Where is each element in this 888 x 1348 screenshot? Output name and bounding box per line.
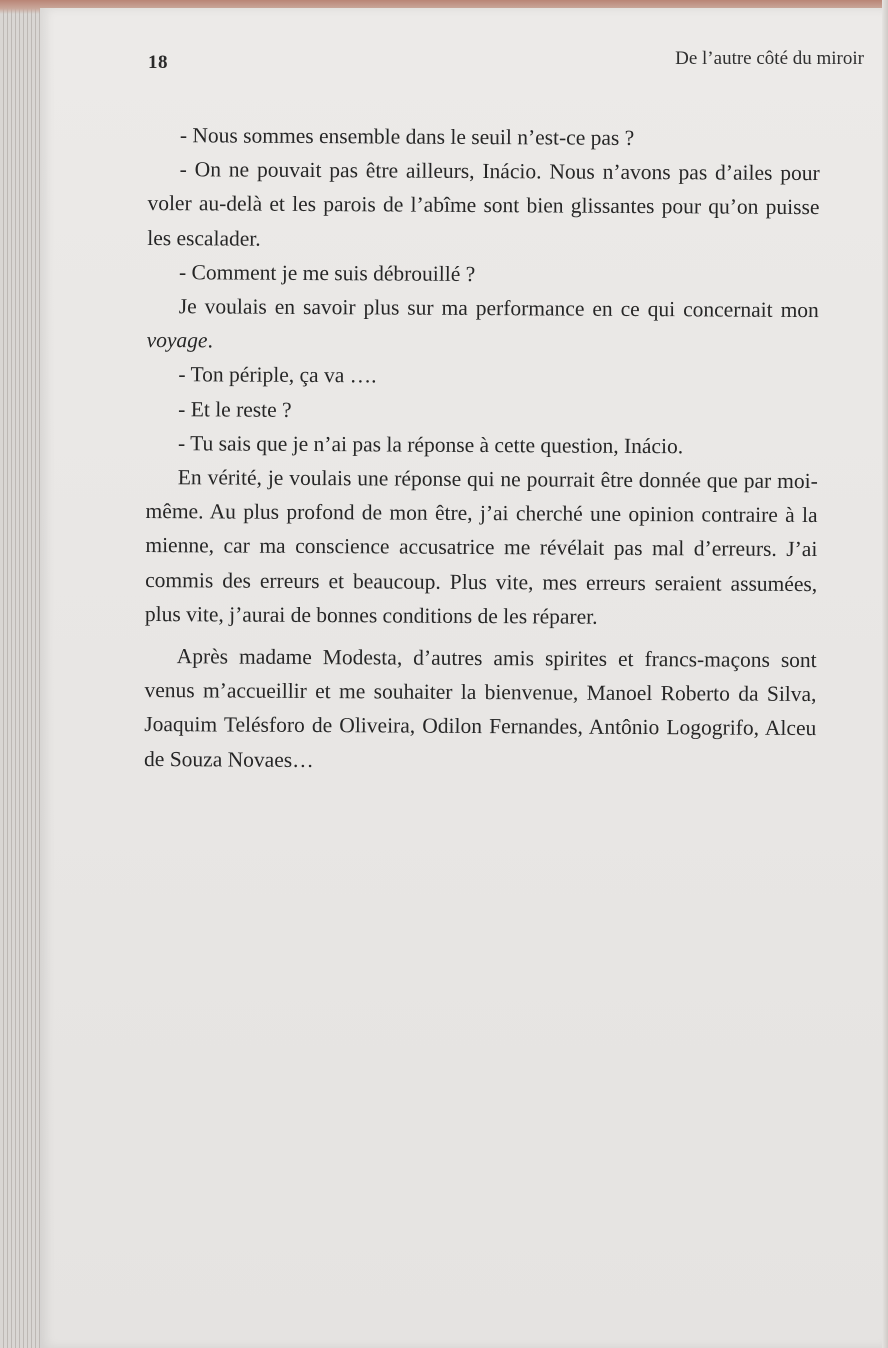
paragraph-4-end: . xyxy=(207,328,213,353)
paragraph-5: - Ton périple, ça va …. xyxy=(178,362,377,388)
paragraph-4 xyxy=(147,289,819,362)
book-page xyxy=(40,8,884,1348)
page-number: 18 xyxy=(148,52,168,73)
paragraph-6: - Et le reste ? xyxy=(178,396,292,422)
running-title: De l’autre côté du miroir xyxy=(675,48,864,69)
italic-word: voyage xyxy=(146,328,208,353)
paragraph-8: En vérité, je voulais une réponse qui ne pourrait être donnée que par moi-même. Au plus profond de mon être, j’ai cherché une opinion contraire à la mienne, car ma conscience accusatrice me révélait pas mal d’erreurs. J’ai commis des erreurs et beaucoup. Plus vite, mes erreurs seraient assumées, plus vite, j’aurai de bonnes conditions de les réparer. xyxy=(144,465,818,629)
paragraph-7: - Tu sais que je n’ai pas la réponse à cette question, Inácio. xyxy=(177,431,684,459)
paragraph-3: - Comment je me suis débrouillé ? xyxy=(178,260,476,286)
page-right-edge xyxy=(882,0,888,1348)
paragraph-2: - On ne pouvait pas être ailleurs, Inácio. Nous n’avons pas d’ailes pour voler au-delà et les parois de l’abîme sont bien glissantes pour qu’on puisse les escalader. xyxy=(147,157,820,251)
body-text xyxy=(144,118,820,780)
paragraph-1: - Nous sommes ensemble dans le seuil n’est-ce pas ? xyxy=(179,123,635,150)
paragraph-9: Après madame Modesta, d’autres amis spirites et francs-maçons sont venus m’accueillir et me souhaiter la bienvenue, Manoel Roberto da Silva, Joaquim Telésforo de Oliveira, Odilon Fernandes, Antônio Logogrifo, Alceu de Souza Novaes… xyxy=(144,644,817,772)
paragraph-4-text: Je voulais en savoir plus sur ma performance en ce qui concernait mon xyxy=(178,294,819,323)
